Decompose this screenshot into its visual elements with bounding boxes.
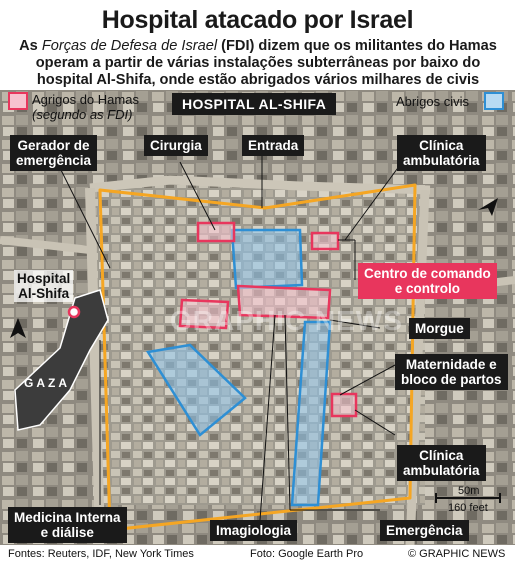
label-emergencia: Emergência <box>380 520 469 541</box>
page-title: Hospital atacado por Israel <box>101 6 414 34</box>
footer-photo: Foto: Google Earth Pro <box>250 548 364 560</box>
page-subtitle <box>8 38 508 89</box>
label-medicina: Medicina Interna e diálise <box>8 507 127 543</box>
scale-imperial: 160 feet <box>448 502 488 514</box>
label-cirurgia: Cirurgia <box>144 135 208 156</box>
subtitle-part-1: As <box>19 38 42 54</box>
label-maternidade: Maternidade e bloco de partos <box>395 354 508 390</box>
hospital-header: HOSPITAL AL-SHIFA <box>172 93 336 115</box>
civil-legend-label: Abrigos civis <box>396 94 469 109</box>
label-morgue: Morgue <box>409 318 470 339</box>
subtitle-italic: Forças de Defesa de Israel <box>41 38 218 54</box>
civil-legend-swatch <box>484 92 504 110</box>
footer-credit: © GRAPHIC NEWS <box>408 548 506 560</box>
inset-hospital-label: Hospital Al-Shifa <box>14 270 73 302</box>
label-clinica-top: Clínica ambulatória <box>397 135 486 171</box>
label-clinica-bottom: Clínica ambulatória <box>397 445 486 481</box>
scale-metric: 50m <box>458 485 480 497</box>
hamas-legend-label: Agrigos do Hamas (segundo as FDI) <box>32 92 139 122</box>
hamas-legend-swatch <box>8 92 28 110</box>
label-gerador: Gerador de emergência <box>10 135 97 171</box>
label-imagiologia: Imagiologia <box>210 520 297 541</box>
satellite-map <box>0 90 515 545</box>
label-centro-comando: Centro de comando e controlo <box>358 263 497 299</box>
inset-gaza-label: GAZA <box>24 376 70 390</box>
subtitle-part-2: (FDI) dizem que os militantes do Hamas operam a partir de várias instalações subterrâneas por baixo do hospital Al-Shifa, onde estão abrigados vários milhares de civis <box>35 38 497 88</box>
watermark: GRAPHIC NEWS <box>170 305 403 336</box>
footer-sources: Fontes: Reuters, IDF, New York Times <box>8 548 194 560</box>
label-entrada: Entrada <box>242 135 304 156</box>
